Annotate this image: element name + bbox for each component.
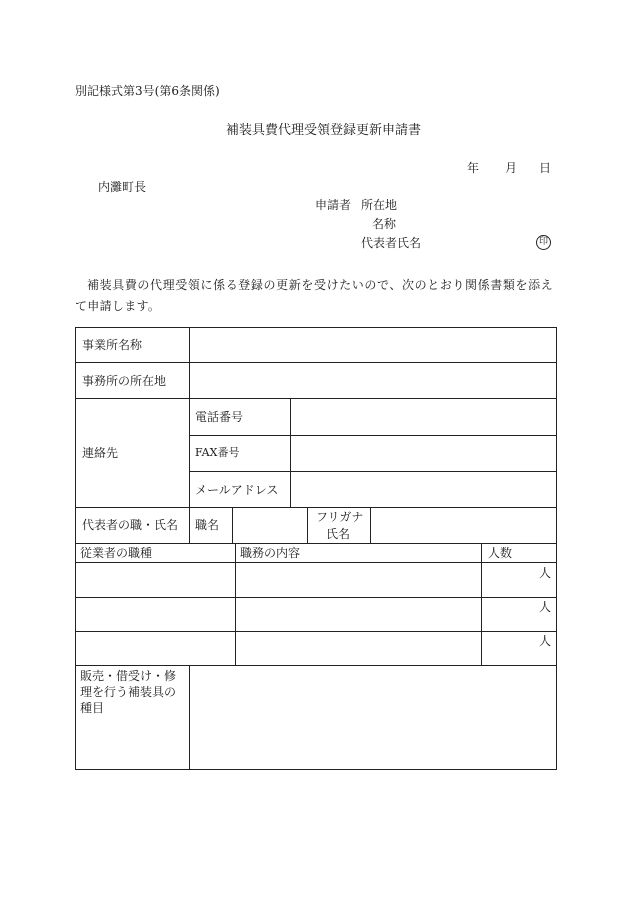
label-name: 氏名 (326, 527, 351, 541)
label-rep-title-name: 代表者の職・氏名 (82, 518, 179, 532)
date-day: 日 (539, 161, 552, 175)
person-unit-3: 人 (539, 634, 552, 648)
person-unit-2: 人 (539, 600, 552, 614)
label-duties: 職務の内容 (240, 546, 301, 560)
form-number: 別記様式第3号(第6条関係) (75, 84, 220, 98)
label-office-address: 事務所の所在地 (82, 374, 167, 388)
applicant-label: 申請者 (315, 198, 352, 212)
applicant-representative-label: 代表者氏名 (361, 236, 422, 250)
label-count: 人数 (488, 546, 513, 560)
addressee: 内灘町長 (98, 180, 147, 194)
label-furigana: フリガナ (316, 510, 364, 524)
applicant-name-label: 名称 (372, 217, 397, 231)
date-month: 月 (505, 161, 518, 175)
applicant-address-label: 所在地 (361, 198, 398, 212)
person-unit-1: 人 (539, 566, 552, 580)
label-phone: 電話番号 (195, 410, 244, 424)
seal-mark: 印 (536, 235, 551, 250)
date-year: 年 (467, 161, 480, 175)
intro-text: 補装具費の代理受領に係る登録の更新を受けたいので、次のとおり関係書類を添えて申請します。 (75, 278, 553, 313)
label-office-name: 事業所名称 (82, 338, 143, 352)
label-email: メールアドレス (195, 483, 279, 497)
label-fax: FAX番号 (195, 446, 240, 459)
label-title: 職名 (195, 518, 220, 532)
label-contact: 連絡先 (82, 446, 119, 460)
label-staff-type: 従業者の職種 (80, 546, 153, 560)
page-title: 補装具費代理受領登録更新申請書 (226, 123, 422, 138)
label-items: 販売・借受け・修理を行う補装具の種目 (80, 669, 177, 715)
